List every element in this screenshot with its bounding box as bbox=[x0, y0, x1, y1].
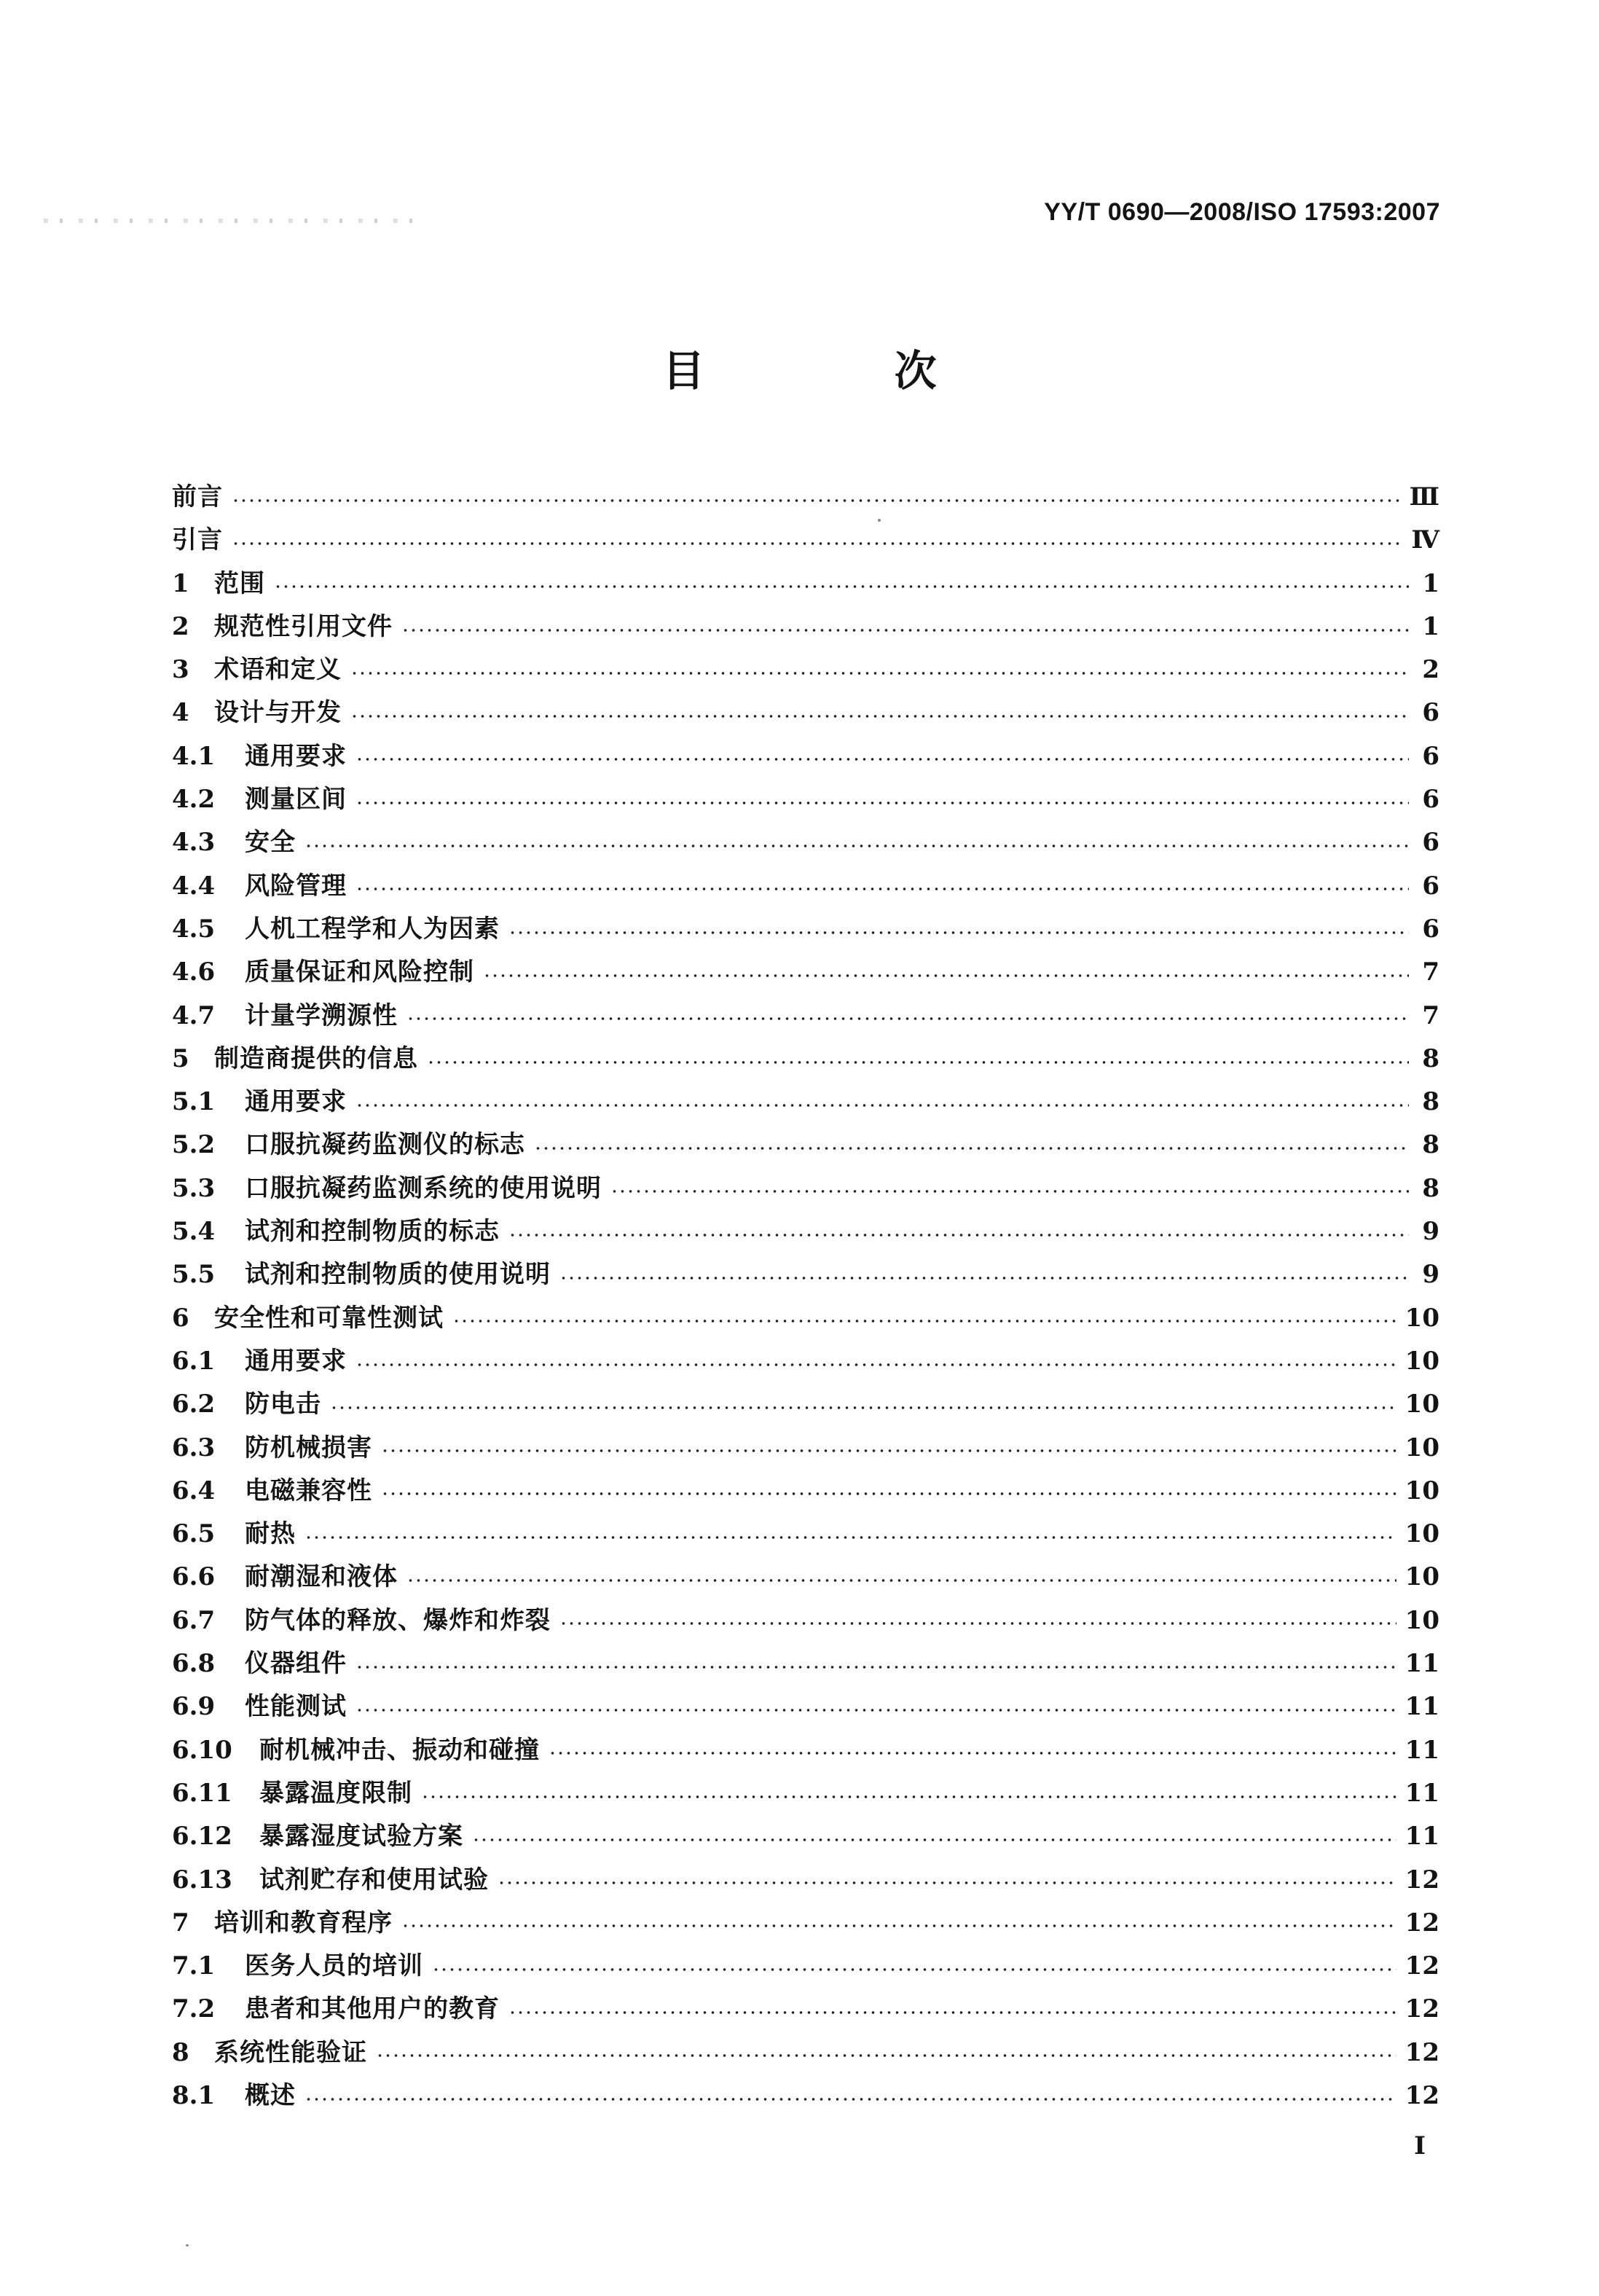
toc-dot-leader bbox=[350, 715, 1409, 718]
toc-entry[interactable] bbox=[172, 1253, 1439, 1296]
toc-section-number: 2 bbox=[172, 611, 189, 641]
toc-dot-leader bbox=[381, 1449, 1396, 1452]
toc-page-number: 10 bbox=[1404, 1303, 1439, 1333]
toc-section-number: 6 bbox=[172, 1303, 189, 1333]
toc-entry[interactable] bbox=[172, 1383, 1439, 1426]
toc-dot-leader bbox=[305, 2098, 1396, 2101]
toc-dot-leader bbox=[483, 974, 1409, 977]
toc-entry[interactable] bbox=[172, 1470, 1439, 1513]
toc-section-number: 4.6 bbox=[172, 957, 216, 987]
toc-page-number: 11 bbox=[1404, 1735, 1439, 1765]
toc-entry[interactable] bbox=[172, 1556, 1439, 1599]
toc-page-number: 6 bbox=[1422, 828, 1439, 858]
toc-page-number: 1 bbox=[1422, 611, 1439, 641]
toc-section-number: 6.2 bbox=[172, 1390, 216, 1419]
toc-page-number: 7 bbox=[1422, 957, 1439, 987]
toc-entry[interactable] bbox=[172, 1038, 1439, 1081]
toc-dot-leader bbox=[610, 1190, 1409, 1193]
toc-dot-leader bbox=[355, 758, 1409, 761]
toc-section-number: 6.6 bbox=[172, 1562, 216, 1592]
toc-section-number: 4 bbox=[172, 698, 189, 728]
toc-section-title: 防气体的释放、爆炸和炸裂 bbox=[245, 1605, 551, 1635]
toc-section-number: 6.13 bbox=[172, 1865, 232, 1895]
toc-section-title: 通用要求 bbox=[245, 1087, 347, 1117]
toc-dot-leader bbox=[549, 1752, 1396, 1755]
standard-code: YY/T 0690—2008/ISO 17593:2007 bbox=[1044, 198, 1440, 226]
toc-section-number: 7 bbox=[172, 1908, 189, 1938]
toc-dot-leader bbox=[305, 845, 1409, 847]
toc-section-title: 测量区间 bbox=[245, 785, 347, 815]
toc-page-number: Ⅲ bbox=[1409, 482, 1439, 512]
toc-section-number: 8.1 bbox=[172, 2080, 216, 2110]
toc-entry[interactable] bbox=[172, 1167, 1439, 1210]
toc-section-title: 引言 bbox=[172, 525, 223, 555]
toc-entry[interactable] bbox=[172, 2074, 1439, 2117]
toc-section-number: 6.3 bbox=[172, 1433, 216, 1462]
toc-section-number: 4.2 bbox=[172, 785, 216, 815]
toc-entry[interactable] bbox=[172, 821, 1439, 864]
toc-entry[interactable] bbox=[172, 1815, 1439, 1858]
toc-page-number: 10 bbox=[1404, 1562, 1439, 1592]
page-number: I bbox=[1414, 2131, 1426, 2160]
toc-dot-leader bbox=[355, 1363, 1396, 1366]
toc-section-title: 防电击 bbox=[245, 1390, 321, 1419]
toc-section-title: 前言 bbox=[172, 482, 223, 512]
toc-section-number: 6.4 bbox=[172, 1476, 216, 1505]
toc-entry[interactable] bbox=[172, 691, 1439, 734]
scan-artifact bbox=[44, 219, 423, 223]
toc-dot-leader bbox=[401, 1924, 1396, 1927]
toc-section-title: 范围 bbox=[214, 568, 265, 598]
toc-entry[interactable] bbox=[172, 1642, 1439, 1685]
toc-entry[interactable] bbox=[172, 1772, 1439, 1815]
toc-entry[interactable] bbox=[172, 951, 1439, 994]
toc-page-number: 12 bbox=[1404, 1865, 1439, 1895]
toc-entry[interactable] bbox=[172, 519, 1439, 562]
toc-entry[interactable] bbox=[172, 1427, 1439, 1470]
toc-page-number: 12 bbox=[1404, 2080, 1439, 2110]
toc-dot-leader bbox=[559, 1277, 1409, 1280]
toc-entry[interactable] bbox=[172, 995, 1439, 1038]
toc-section-title: 性能测试 bbox=[245, 1692, 347, 1722]
toc-section-number: 6.10 bbox=[172, 1735, 232, 1765]
toc-section-title: 医务人员的培训 bbox=[245, 1951, 423, 1981]
toc-section-title: 系统性能验证 bbox=[214, 2037, 367, 2067]
toc-entry[interactable] bbox=[172, 735, 1439, 778]
toc-page-number: 12 bbox=[1404, 1908, 1439, 1938]
toc-entry[interactable] bbox=[172, 606, 1439, 649]
toc-section-number: 7.1 bbox=[172, 1951, 216, 1981]
toc-section-number: 5.4 bbox=[172, 1217, 216, 1247]
toc-section-title: 试剂和控制物质的使用说明 bbox=[245, 1260, 551, 1290]
toc-dot-leader bbox=[534, 1147, 1409, 1150]
toc-section-number: 1 bbox=[172, 568, 189, 598]
toc-entry[interactable] bbox=[172, 1599, 1439, 1642]
toc-section-title: 概述 bbox=[245, 2080, 296, 2110]
toc-page-number: 1 bbox=[1422, 568, 1439, 598]
toc-section-number: 3 bbox=[172, 655, 189, 685]
toc-entry[interactable] bbox=[172, 778, 1439, 821]
toc-section-number: 5.5 bbox=[172, 1260, 216, 1290]
toc-section-number: 4.7 bbox=[172, 1000, 216, 1030]
toc-entry[interactable] bbox=[172, 1988, 1439, 2031]
toc-dot-leader bbox=[401, 629, 1409, 632]
toc-section-number: 7.2 bbox=[172, 1994, 216, 2024]
toc-section-title: 口服抗凝药监测仪的标志 bbox=[245, 1130, 525, 1160]
toc-section-title: 电磁兼容性 bbox=[245, 1476, 372, 1505]
toc-section-title: 试剂和控制物质的标志 bbox=[245, 1217, 500, 1247]
toc-section-number: 5 bbox=[172, 1043, 189, 1073]
toc-page-number: 10 bbox=[1404, 1346, 1439, 1376]
toc-section-title: 安全性和可靠性测试 bbox=[214, 1303, 444, 1333]
toc-dot-leader bbox=[421, 1795, 1396, 1798]
toc-entry[interactable] bbox=[172, 1081, 1439, 1124]
toc-page-number: 9 bbox=[1422, 1260, 1439, 1290]
toc-dot-leader bbox=[376, 2054, 1396, 2057]
toc-section-title: 防机械损害 bbox=[245, 1433, 372, 1462]
toc-page-number: 6 bbox=[1422, 741, 1439, 771]
toc-section-number: 6.11 bbox=[172, 1778, 232, 1808]
toc-dot-leader bbox=[355, 1104, 1409, 1107]
toc-section-title: 安全 bbox=[245, 828, 296, 858]
toc-page-number: 10 bbox=[1404, 1519, 1439, 1549]
toc-dot-leader bbox=[406, 1017, 1409, 1020]
toc-dot-leader bbox=[350, 672, 1409, 675]
toc-entry[interactable] bbox=[172, 1729, 1439, 1772]
toc-page-number: 10 bbox=[1404, 1433, 1439, 1462]
toc-entry[interactable] bbox=[172, 563, 1439, 606]
toc-entry[interactable] bbox=[172, 1902, 1439, 1945]
toc-page-number: 7 bbox=[1422, 1000, 1439, 1030]
toc-page-number: 8 bbox=[1422, 1130, 1439, 1160]
toc-dot-leader bbox=[330, 1406, 1396, 1409]
toc-entry[interactable] bbox=[172, 1945, 1439, 1988]
toc-page-number: 11 bbox=[1404, 1692, 1439, 1722]
toc-section-title: 试剂贮存和使用试验 bbox=[259, 1865, 489, 1895]
toc-section-title: 耐机械冲击、振动和碰撞 bbox=[259, 1735, 540, 1765]
toc-page-number: 11 bbox=[1404, 1649, 1439, 1679]
toc-dot-leader bbox=[355, 802, 1409, 804]
toc-section-number: 6.9 bbox=[172, 1692, 216, 1722]
toc-page-number: 10 bbox=[1404, 1605, 1439, 1635]
toc-entry[interactable] bbox=[172, 2031, 1439, 2074]
toc-section-number: 4.5 bbox=[172, 914, 216, 944]
toc-dot-leader bbox=[508, 931, 1409, 934]
toc-page-number: 8 bbox=[1422, 1173, 1439, 1203]
toc-section-title: 风险管理 bbox=[245, 871, 347, 901]
toc-page-number: 6 bbox=[1422, 914, 1439, 944]
scan-speck bbox=[186, 2244, 189, 2246]
toc-dot-leader bbox=[472, 1838, 1396, 1841]
toc-page-number: 11 bbox=[1404, 1822, 1439, 1852]
toc-section-title: 术语和定义 bbox=[214, 655, 342, 685]
toc-dot-leader bbox=[559, 1622, 1396, 1625]
toc-section-title: 规范性引用文件 bbox=[214, 611, 393, 641]
toc-page-number: 9 bbox=[1422, 1217, 1439, 1247]
toc-section-number: 5.1 bbox=[172, 1087, 216, 1117]
toc-section-title: 暴露温度限制 bbox=[259, 1778, 412, 1808]
toc-page-number: 12 bbox=[1404, 2037, 1439, 2067]
toc-section-number: 4.3 bbox=[172, 828, 216, 858]
toc-page-number: 8 bbox=[1422, 1087, 1439, 1117]
toc-page-number: 2 bbox=[1422, 655, 1439, 685]
toc-section-number: 6.8 bbox=[172, 1649, 216, 1679]
toc-page-number: 11 bbox=[1404, 1778, 1439, 1808]
page-title: 目 次 bbox=[662, 346, 1024, 396]
table-of-contents bbox=[172, 476, 1439, 2117]
toc-section-title: 质量保证和风险控制 bbox=[245, 957, 474, 987]
toc-dot-leader bbox=[452, 1320, 1396, 1323]
toc-section-title: 暴露湿度试验方案 bbox=[259, 1822, 463, 1852]
toc-entry[interactable] bbox=[172, 1297, 1439, 1340]
toc-section-number: 6.12 bbox=[172, 1822, 232, 1852]
toc-section-title: 仪器组件 bbox=[245, 1649, 347, 1679]
toc-entry[interactable] bbox=[172, 865, 1439, 908]
toc-page-number: 10 bbox=[1404, 1476, 1439, 1505]
toc-entry[interactable] bbox=[172, 1685, 1439, 1728]
toc-page-number: Ⅳ bbox=[1411, 525, 1439, 555]
toc-dot-leader bbox=[498, 1881, 1396, 1884]
toc-page-number: 10 bbox=[1404, 1390, 1439, 1419]
toc-dot-leader bbox=[508, 2011, 1396, 2014]
toc-dot-leader bbox=[274, 585, 1409, 588]
toc-section-number: 4.1 bbox=[172, 741, 216, 771]
toc-page-number: 6 bbox=[1422, 698, 1439, 728]
toc-entry[interactable] bbox=[172, 908, 1439, 951]
toc-entry[interactable] bbox=[172, 649, 1439, 691]
toc-section-number: 5.2 bbox=[172, 1130, 216, 1160]
toc-entry[interactable] bbox=[172, 1859, 1439, 1902]
toc-section-title: 人机工程学和人为因素 bbox=[245, 914, 500, 944]
toc-entry[interactable] bbox=[172, 1210, 1439, 1253]
toc-section-number: 4.4 bbox=[172, 871, 216, 901]
toc-dot-leader bbox=[432, 1968, 1396, 1971]
toc-section-title: 制造商提供的信息 bbox=[214, 1043, 418, 1073]
toc-dot-leader bbox=[355, 1709, 1396, 1712]
toc-section-title: 计量学溯源性 bbox=[245, 1000, 398, 1030]
toc-section-number: 5.3 bbox=[172, 1173, 216, 1203]
toc-page-number: 6 bbox=[1422, 785, 1439, 815]
toc-section-number: 6.1 bbox=[172, 1346, 216, 1376]
toc-section-title: 设计与开发 bbox=[214, 698, 342, 728]
toc-entry[interactable] bbox=[172, 1340, 1439, 1383]
toc-section-number: 6.7 bbox=[172, 1605, 216, 1635]
toc-section-number: 8 bbox=[172, 2037, 189, 2067]
toc-page-number: 6 bbox=[1422, 871, 1439, 901]
toc-dot-leader bbox=[232, 542, 1402, 545]
toc-entry[interactable] bbox=[172, 476, 1439, 519]
toc-section-title: 耐潮湿和液体 bbox=[245, 1562, 398, 1592]
toc-section-title: 通用要求 bbox=[245, 741, 347, 771]
toc-dot-leader bbox=[381, 1492, 1396, 1495]
toc-section-number: 6.5 bbox=[172, 1519, 216, 1549]
toc-dot-leader bbox=[508, 1234, 1409, 1237]
toc-entry[interactable] bbox=[172, 1124, 1439, 1167]
toc-dot-leader bbox=[406, 1579, 1396, 1582]
toc-section-title: 口服抗凝药监测系统的使用说明 bbox=[245, 1173, 602, 1203]
toc-page-number: 12 bbox=[1404, 1994, 1439, 2024]
toc-section-title: 患者和其他用户的教育 bbox=[245, 1994, 500, 2024]
toc-page-number: 12 bbox=[1404, 1951, 1439, 1981]
toc-dot-leader bbox=[305, 1536, 1396, 1539]
toc-dot-leader bbox=[427, 1061, 1409, 1064]
toc-section-title: 培训和教育程序 bbox=[214, 1908, 393, 1938]
toc-dot-leader bbox=[355, 888, 1409, 890]
toc-dot-leader bbox=[232, 499, 1401, 502]
toc-section-title: 耐热 bbox=[245, 1519, 296, 1549]
toc-section-title: 通用要求 bbox=[245, 1346, 347, 1376]
toc-dot-leader bbox=[355, 1666, 1396, 1669]
toc-page-number: 8 bbox=[1422, 1043, 1439, 1073]
toc-entry[interactable] bbox=[172, 1513, 1439, 1556]
